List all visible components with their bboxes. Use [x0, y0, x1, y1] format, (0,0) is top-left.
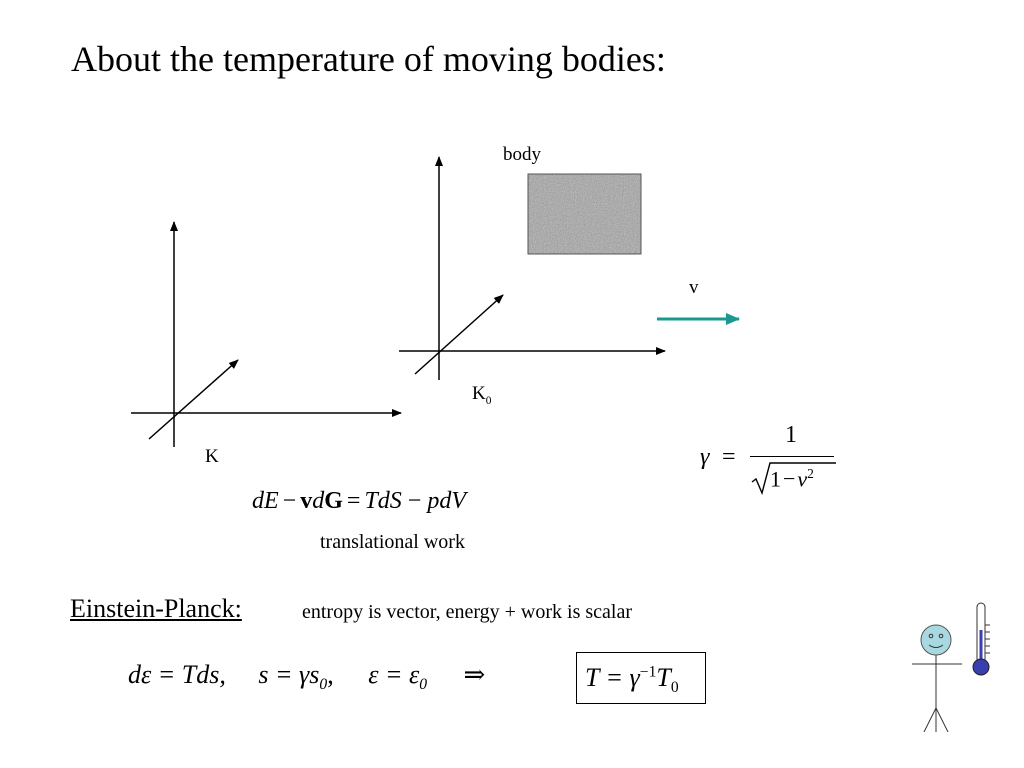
gamma-denominator-one: 1: [770, 466, 781, 492]
eq-dE: dE: [252, 488, 279, 514]
frame-k-depth-axis: [149, 360, 238, 439]
result-T: T: [656, 663, 671, 692]
einstein-planck-description: entropy is vector, energy + work is scalar: [302, 601, 633, 623]
relation-epsilon-lhs: ε = ε: [368, 660, 420, 689]
frame-k0-subscript: 0: [485, 394, 492, 407]
boxed-result: [576, 652, 706, 704]
gamma-denominator: [770, 466, 814, 492]
body-label: body: [503, 144, 541, 165]
result-formula: [585, 663, 679, 697]
gamma-fraction-bar: [750, 456, 834, 457]
eq-minus: −: [282, 488, 297, 514]
gamma-equals: =: [722, 444, 736, 470]
frame-k-label: K: [205, 446, 219, 467]
gamma-denominator-minus: −: [783, 466, 796, 492]
einstein-planck-heading: Einstein-Planck:: [70, 594, 242, 623]
eq-equals: =: [346, 488, 361, 514]
slide-title: About the temperature of moving bodies:: [71, 39, 666, 79]
frame-k0-depth-axis: [415, 295, 503, 374]
einstein-planck-relations: [128, 660, 485, 694]
gamma-denominator-v: v: [797, 466, 808, 492]
relation-s-lhs: s = γs: [258, 660, 320, 689]
relation-s-comma: ,: [327, 660, 334, 689]
gamma-denominator-exponent: 2: [807, 466, 814, 481]
velocity-label: v: [689, 277, 699, 298]
energy-relation-caption: translational work: [320, 531, 465, 553]
eq-d: d: [312, 488, 325, 514]
implies-icon: ⇒: [463, 660, 486, 689]
gamma-numerator: 1: [785, 422, 797, 448]
thermometer-icon: [973, 603, 990, 675]
relation-epsilon-sub: 0: [419, 676, 428, 694]
result-lhs: T = γ: [585, 663, 640, 692]
relation-s-gamma-s0: [258, 660, 334, 694]
frame-k-axes: [131, 222, 401, 447]
relation-epsilon: [368, 660, 428, 694]
eq-minus-2: −: [407, 488, 422, 514]
energy-relation-equation: [252, 488, 466, 515]
eq-G-vector: G: [324, 488, 343, 514]
eq-v-vector: v: [300, 488, 313, 514]
result-exponent: −1: [639, 663, 657, 681]
eq-TdS: TdS: [364, 488, 402, 514]
relation-de-tds: dε = Tds,: [128, 660, 226, 689]
eq-pdV: pdV: [427, 488, 467, 514]
frame-k0-label: [472, 383, 491, 407]
frame-k0-letter: K: [472, 383, 486, 404]
result-sub: 0: [670, 679, 679, 697]
gamma-lhs: γ: [700, 444, 710, 470]
gamma-definition: [700, 422, 840, 502]
stick-figure-icon: [912, 625, 962, 732]
body-block: [528, 174, 641, 254]
relation-s-sub: 0: [319, 676, 328, 694]
